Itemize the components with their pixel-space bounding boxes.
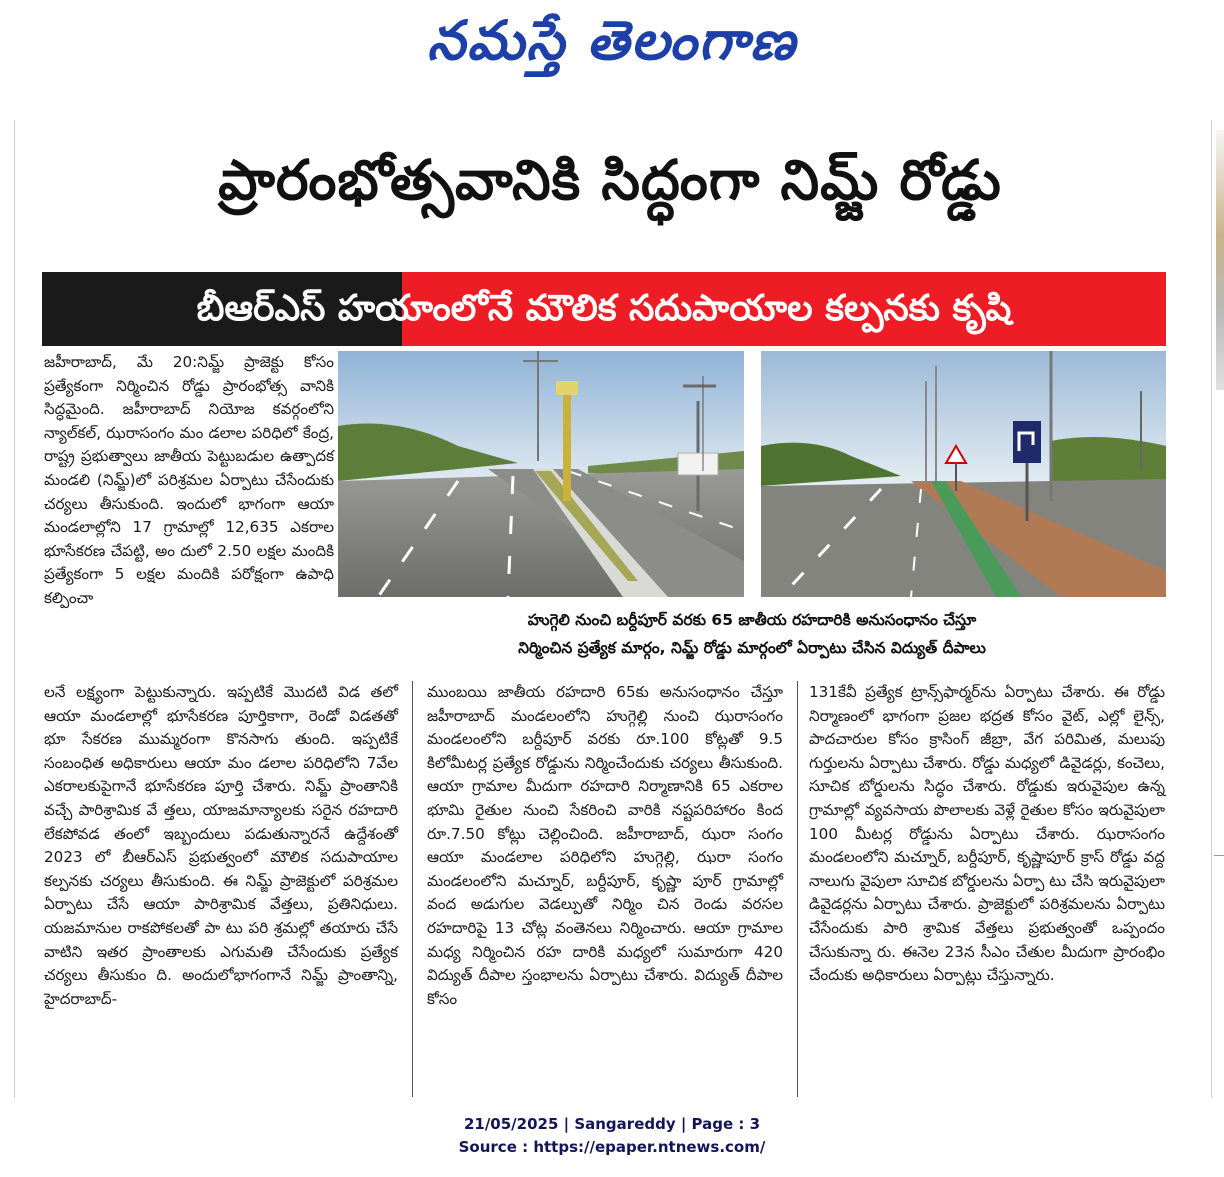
adjacent-page-rule: [1214, 855, 1224, 856]
subheadline-banner: [42, 272, 1166, 346]
adjacent-page-edge: [1216, 130, 1224, 390]
article-paragraph: జహీరాబాద్, మే 20:నిమ్జ్ ప్రాజెక్టు కోసం ప్రత్యేకంగా నిర్మించిన రోడ్డు ప్రారంభోత్స వానికి సిద్ధమైంది. జహీరాబాద్ నియోజ కవర్గంలోని న్యాల్‌కల్, ఝరాసంగం మం డలాల పరిధిలో కేంద్ర, రాష్ట్ర ప్రభుత్వాలు జాతీయ పెట్టుబడుల ఉత్పాదక మండలి (నిమ్జ్)లో పరిశ్రమల ఏర్పాటు చేసేందుకు చర్యలు తీసుకుంది. ఇందులో భాగంగా ఆయా మండలాల్లోని 17 గ్రామాల్లో 12,635 ఎకరాల భూసేకరణ చేపట్టి, అం దులో 2.50 లక్షల మందికి ప్రత్యేకంగా 5 లక్షల మందికి పరోక్షంగా ఉపాధి కల్పించా: [44, 353, 334, 607]
photo-caption-line-1: హుగ్గెలి నుంచి బర్దీపూర్ వరకు 65 జాతీయ రహదారికి అనుసంధానం చేస్తూ: [527, 611, 977, 629]
article-paragraph: 131కేవీ ప్రత్యేక ట్రాన్స్‌ఫార్మర్‌ను ఏర్పాటు చేశారు. ఈ రోడ్డు నిర్మాణంలో భాగంగా ప్రజల భద్రత కోసం వైట్, ఎల్లో లైన్స్, పాదచారుల కోసం క్రాసింగ్ జీబ్రా, వేగ పరిమిత, మలుపు గుర్తులను ఏర్పాటు చేశారు. రోడ్డు మధ్యలో డివైడర్లు, కంచెలు, సూచిక బోర్డులను సిద్ధం చేశారు. రోడ్డుకు ఇరువైపుల ఉన్న గ్రామాల్లో వ్యవసాయ పొలాలకు వెళ్లే రైతుల కోసం ఇరువైపులా 100 మీటర్ల రోడ్డును ఏర్పాటు చేశారు. ఝరాసంగం మండలంలోని మచ్నూర్, బర్దీపూర్, కృష్ణాపూర్ క్రాస్ రోడ్డు వద్ద నాలుగు వైపులా సూచిక బోర్డులను ఏర్పా టు చేసి ఇరువైపులా డివైడర్లను ఏర్పాటు చేశారు. ప్రాజెక్టులో పరిశ్రమలను ఏర్పాటు చేసేందుకు పారి శ్రామిక వేత్తలు ప్రభుత్వంతో ఒప్పందం చేసుకున్నా రు. ఈనెల 23న సీఎం చేతుల మీదుగా ప్రారంభిం చేందుకు అధికారులు ఏర్పాట్లు చేస్తున్నారు.: [809, 683, 1165, 985]
footer-source: Source : https://epaper.ntnews.com/: [458, 1138, 766, 1156]
column-divider: [412, 681, 413, 1097]
article-column-1-top: [44, 351, 334, 611]
article-paragraph: లనే లక్ష్యంగా పెట్టుకున్నారు. ఇప్పటికే మొదటి విడ తలో ఆయా మండలాల్లో భూసేకరణ పూర్తికాగా, రెండో విడతతో భూ సేకరణ ముమ్మరంగా కొనసాగు తుంది. ఇప్పటికే సంబంధిత అధికారులు ఆయా మం డలాల పరిధిలోని 7వేల ఎకరాలకుపైగానే భూసేకరణ పూర్తి చేశారు. నిమ్జ్ ప్రాంతానికి వచ్చే పారిశ్రామిక వే త్తలు, యాజమాన్యాలకు సరైన రహదారి లేకపోవడ తంలో ఇబ్బందులు పడుతున్నారనే ఉద్దేశంతో 2023 లో బీఆర్ఎస్ ప్రభుత్వంలో మౌలిక సదుపాయాల కల్పనకు చర్యలు తీసుకుంది. ఈ నిమ్జ్ ప్రాజెక్టులో పరిశ్రమల ఏర్పాటు చేసే ఆయా పారిశ్రామిక వేత్తలు, ప్రతినిధులు. యజమానుల రాకపోకలతో పా టు పరి శ్రమల్లో తయారు చేసే వాటిని ఇతర ప్రాంతాలకు ఎగుమతి చేసేందుకు ప్రత్యేక చర్యలు తీసుకుం ది. అందులోభాగంగానే నిమ్జ్ ప్రాంతాన్ని, హైదరాబాద్-: [44, 683, 398, 1008]
footer-date-edition-page: 21/05/2025 | Sangareddy | Page : 3: [463, 1115, 761, 1133]
article-column-3: [809, 681, 1165, 988]
photo-caption-line-2: నిర్మించిన ప్రత్యేక మార్గం, నిమ్జ్ రోడ్డు మార్గంలో ఏర్పాటు చేసిన విద్యుత్ దీపాలు: [518, 639, 986, 657]
article-paragraph: ముంబయి జాతీయ రహదారి 65కు అనుసంధానం చేస్తూ జహీరాబాద్ మండలంలోని హుగ్గెల్లి నుంచి ఝరాసంగం మండలంలోని బర్దీపూర్ వరకు రూ.100 కోట్లతో 9.5 కిలోమీటర్ల ప్రత్యేక రోడ్డును నిర్మించేందుకు చర్యలు తీసుకుంది. ఆయా గ్రామాల మీదుగా రహదారి నిర్మాణానికి 65 ఎకరాల భూమి రైతుల నుంచి సేకరించి వారికి నష్టపరిహారం కింద రూ.7.50 కోట్లు చెల్లించింది. జహీరాబాద్, ఝరా సంగం ఆయా మండలాల పరిధిలోని హుగ్గెల్లి, ఝరా సంగం మండలంలోని మచ్నూర్, బర్దీపూర్, కృష్ణా పూర్ గ్రామాల్లో వంద అడుగుల వెడల్పుతో నిర్మిం చిన రెండు వరసల రహదారిపై 13 చోట్ల వంతెనలు నిర్మించారు. ఆయా గ్రామాల మధ్య నిర్మించిన రహ దారికి మధ్యలో సుమారుగా 420 విద్యుత్ దీపాల స్తంభాలను ఏర్పాటు చేశారు. విద్యుత్ దీపాల కోసం: [427, 683, 783, 1008]
subheadline-text: బీఆర్ఎస్ హయాంలోనే మౌలిక సదుపాయాల కల్పనకు కృషి: [196, 288, 1012, 329]
road-photo-right: [761, 351, 1166, 597]
article-column-1: [44, 681, 398, 1011]
newspaper-masthead: నమస్తే తెలంగాణ: [427, 8, 797, 72]
column-divider: [797, 681, 798, 1097]
article-column-2: [427, 681, 783, 1011]
road-photo-left-image: [338, 351, 744, 597]
road-photo-right-image: [761, 351, 1166, 597]
road-photo-left: [338, 351, 744, 597]
page-footer: [0, 1113, 1224, 1159]
article-headline: ప్రారంభోత్సవానికి సిద్ధంగా నిమ్జ్ రోడ్డు: [218, 148, 1002, 212]
photo-caption: [338, 606, 1166, 662]
